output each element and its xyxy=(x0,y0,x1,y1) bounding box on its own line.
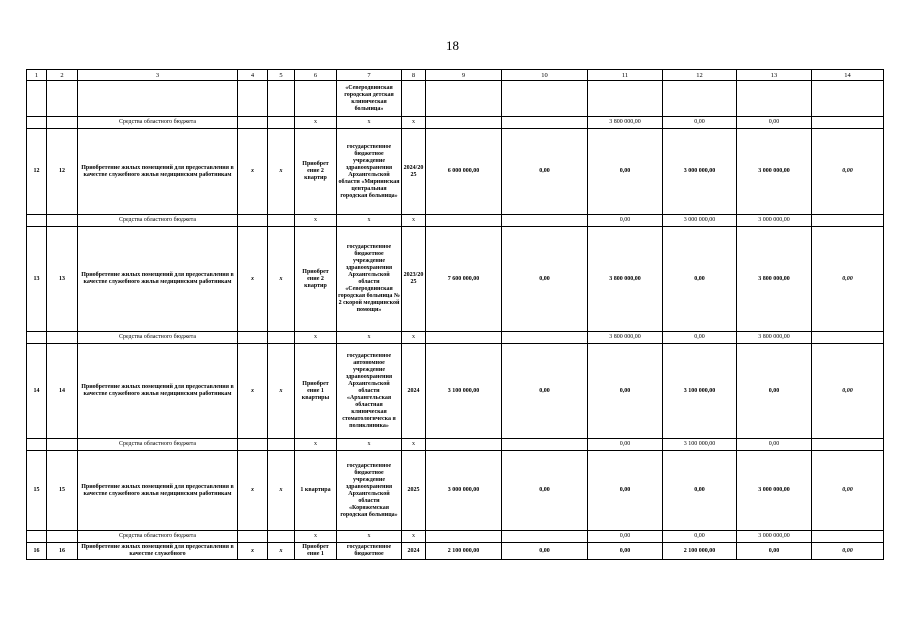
period-cell: 2025 xyxy=(402,451,426,531)
header-cell: 6 xyxy=(295,70,337,81)
item-index: 15 xyxy=(47,451,78,531)
header-cell: 9 xyxy=(426,70,502,81)
table-row: 15 15 Приобретение жилых помещений для предоставления в качестве служебного жилья медицинским работникам х х 1 квартира государственное бюджетное учреждение здравоохранения Архангельской области «Коряжемская городская больница» 2025 3 000 000,00 0,00 0,00 0,00 3 000 000,00 0,00 xyxy=(27,451,884,531)
row-number: 13 xyxy=(27,227,47,332)
header-cell: 8 xyxy=(402,70,426,81)
source-name: Средства областного бюджета xyxy=(78,117,238,129)
period-cell: 2023/20 25 xyxy=(402,227,426,332)
header-cell: 12 xyxy=(663,70,737,81)
source-row: Средства областного бюджета х х х 0,00 3 100 000,00 0,00 xyxy=(27,439,884,451)
result-cell: 1 квартира xyxy=(295,451,337,531)
header-cell: 1 xyxy=(27,70,47,81)
item-name: Приобретение жилых помещений для предоставления в качестве служебного жилья медицинским работникам xyxy=(78,451,238,531)
table-row: 14 14 Приобретение жилых помещений для предоставления в качестве служебного жилья медицинским работникам х х Приобрет ение 1 квартиры государственное автономное учреждение здравоохранения Архангельской области «Архангельская областная клиническая стоматологическа я поликлиника» 2024 3 100 000,00 0,00 0,00 3 100 000,00 0,00 0,00 xyxy=(27,344,884,439)
period-cell: 2024/20 25 xyxy=(402,129,426,215)
item-index: 13 xyxy=(47,227,78,332)
item-index: 14 xyxy=(47,344,78,439)
institution-cell: государственное бюджетное учреждение здравоохранения Архангельской области «Северодвинская городская больница № 2 скорой медицинской помощи» xyxy=(337,227,402,332)
result-cell: Приобрет ение 2 квартир xyxy=(295,129,337,215)
header-cell: 14 xyxy=(812,70,884,81)
continuation-row xyxy=(27,81,884,117)
source-name: Средства областного бюджета xyxy=(78,439,238,451)
header-cell: 3 xyxy=(78,70,238,81)
item-index: 12 xyxy=(47,129,78,215)
institution-cell: государственное автономное учреждение здравоохранения Архангельской области «Архангельская областная клиническая стоматологическа я поликлиника» xyxy=(337,344,402,439)
source-name: Средства областного бюджета xyxy=(78,332,238,344)
period-cell: 2024 xyxy=(402,543,426,560)
header-cell: 2 xyxy=(47,70,78,81)
table-row: 13 13 Приобретение жилых помещений для предоставления в качестве служебного жилья медицинским работникам х х Приобрет ение 2 квартир государственное бюджетное учреждение здравоохранения Архангельской области «Северодвинская городская больница № 2 скорой медицинской помощи» 2023/20 25 7 600 000,00 0,00 3 800 000,00 0,00 3 800 000,00 0,00 xyxy=(27,227,884,332)
header-cell: 13 xyxy=(737,70,812,81)
source-name: Средства областного бюджета xyxy=(78,531,238,543)
source-name: Средства областного бюджета xyxy=(78,215,238,227)
source-row: Средства областного бюджета х х х 0,00 0,00 3 000 000,00 xyxy=(27,531,884,543)
institution-cell: государственное бюджетное учреждение здравоохранения Архангельской области «Коряжемская городская больница» xyxy=(337,451,402,531)
header-cell: 11 xyxy=(588,70,663,81)
item-name: Приобретение жилых помещений для предоставления в качестве служебного жилья медицинским работникам xyxy=(78,129,238,215)
institution-cell: государственное бюджетное учреждение здравоохранения Архангельской области «Мирнинская центральная городская больница» xyxy=(337,129,402,215)
table-row: 12 12 Приобретение жилых помещений для предоставления в качестве служебного жилья медицинским работникам х х Приобрет ение 2 квартир государственное бюджетное учреждение здравоохранения Архангельской области «Мирнинская центральная городская больница» 2024/20 25 6 000 000,00 0,00 0,00 3 000 000,00 3 000 000,00 0,00 xyxy=(27,129,884,215)
row-number: 12 xyxy=(27,129,47,215)
header-cell: 10 xyxy=(502,70,588,81)
header-cell: 7 xyxy=(337,70,402,81)
page-number: 18 xyxy=(446,38,459,53)
source-row: Средства областного бюджета х х х 3 800 000,00 0,00 0,00 xyxy=(27,117,884,129)
institution-cell: государственное бюджетное xyxy=(337,543,402,560)
header-cell: 4 xyxy=(238,70,268,81)
table-row: 16 16 Приобретение жилых помещений для предоставления в качестве служебного х х Приобрет ение 1 государственное бюджетное 2024 2 100 000,00 0,00 0,00 2 100 000,00 0,00 0,00 xyxy=(27,543,884,560)
row-number: 16 xyxy=(27,543,47,560)
result-cell: Приобрет ение 1 квартиры xyxy=(295,344,337,439)
item-name: Приобретение жилых помещений для предоставления в качестве служебного жилья медицинским работникам xyxy=(78,344,238,439)
header-cell: 5 xyxy=(268,70,295,81)
item-name: Приобретение жилых помещений для предоставления в качестве служебного xyxy=(78,543,238,560)
header-row xyxy=(27,70,884,81)
item-name: Приобретение жилых помещений для предоставления в качестве служебного жилья медицинским работникам xyxy=(78,227,238,332)
source-row: Средства областного бюджета х х х 3 800 000,00 0,00 3 800 000,00 xyxy=(27,332,884,344)
source-row: Средства областного бюджета х х х 0,00 3 000 000,00 3 000 000,00 xyxy=(27,215,884,227)
row-number: 15 xyxy=(27,451,47,531)
row-number: 14 xyxy=(27,344,47,439)
item-index: 16 xyxy=(47,543,78,560)
result-cell: Приобрет ение 2 квартир xyxy=(295,227,337,332)
institution-cell: «Северодвинская городская детская клиническая больница» xyxy=(337,81,402,117)
period-cell: 2024 xyxy=(402,344,426,439)
result-cell: Приобрет ение 1 xyxy=(295,543,337,560)
budget-table xyxy=(26,69,884,560)
